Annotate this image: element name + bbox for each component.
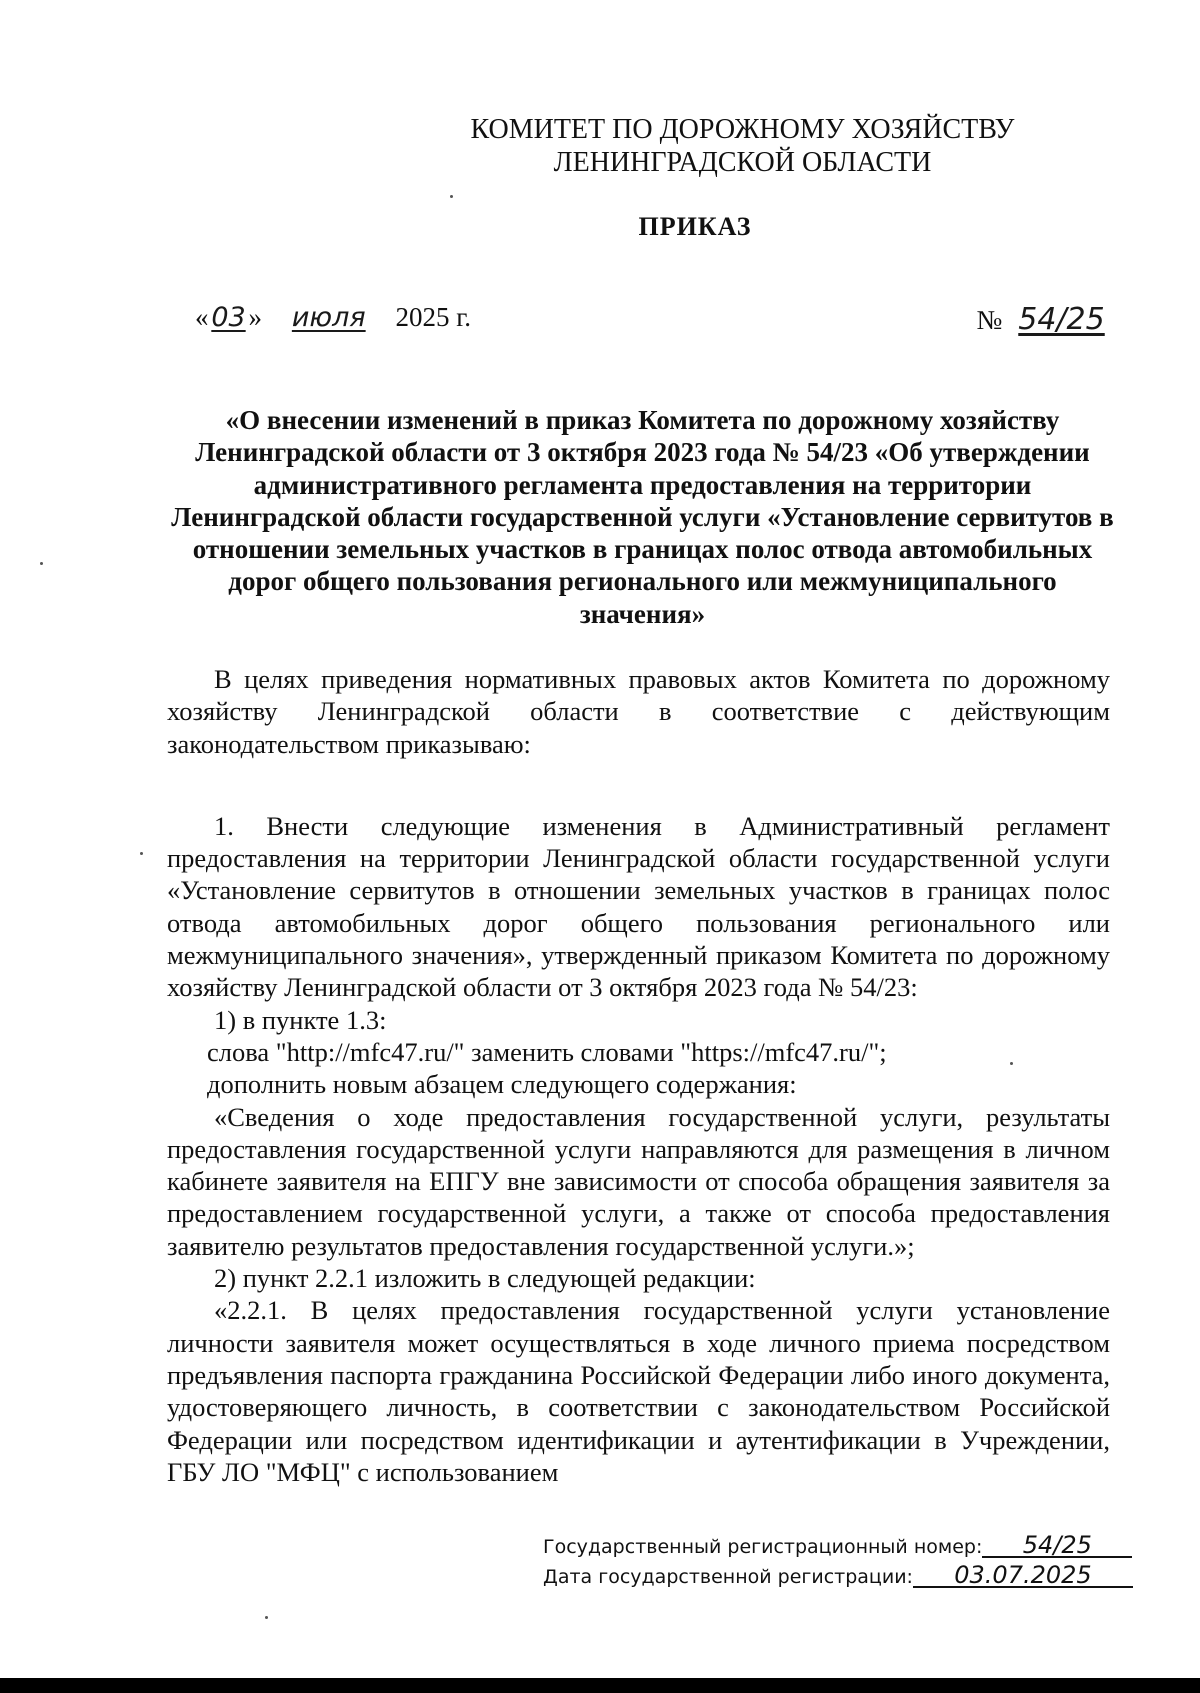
registration-number-value: 54/25 [982,1534,1132,1558]
number-value-handwritten: 54/25 [1018,302,1105,337]
subitem-1-replace-words: слова "http://mfc47.ru/" заменить словами "https://mfc47.ru/"; [207,1036,887,1067]
order-number [976,302,1114,337]
date-year: 2025 г. [395,302,472,332]
committee-name-line1: КОМИТЕТ ПО ДОРОЖНОМУ ХОЗЯЙСТВУ [470,114,1015,145]
committee-name-line2: ЛЕНИНГРАДСКОЙ ОБЛАСТИ [553,147,932,178]
registration-date-label: Дата государственной регистрации: [543,1566,913,1588]
paragraph-gap [167,760,1110,810]
scan-bottom-edge [0,1678,1200,1693]
scan-speck [40,562,43,565]
order-subject: «О внесении изменений в приказ Комитета по дорожному хозяйству Ленинградской области от 3 октября 2023 года № 54/23 «Об утверждении административного регламента предоставления на территории Ленинградской области государственной услуги «Установление сервитутов в отношении земельных участков в границах полос отвода автомобильных дорог общего пользования регионального или межмуниципального значения» [171,405,1114,629]
document-type-title: ПРИКАЗ [638,212,752,241]
registration-number-row [543,1532,1133,1562]
subitem-1-quote: «Сведения о ходе предоставления государственной услуги, результаты предоставления государственной услуги направляются для размещения в личном кабинете заявителя на ЕПГУ вне зависимости от способа обращения заявителя за предоставлением государственной услуги, а также от способа предоставления заявителю результатов предоставления государственной услуги.»; [167,1101,1110,1261]
scan-speck [265,1616,268,1619]
scan-speck [450,195,453,198]
date-close-quote: » [248,302,262,332]
registration-number-label: Государственный регистрационный номер: [543,1536,983,1558]
registration-stamp [543,1532,1133,1592]
subitem-1-paragraph: 1) в пункте 1.3: [214,1004,387,1035]
scan-speck [140,852,143,855]
order-body [167,663,1110,1488]
subitem-2-paragraph: 2) пункт 2.2.1 изложить в следующей редакции: [214,1263,756,1294]
preamble-paragraph: В целях приведения нормативных правовых актов Комитета по дорожному хозяйству Ленинградской области в соответствие с действующим законодательством приказываю: [167,664,1110,759]
registration-date-value: 03.07.2025 [913,1564,1133,1588]
order-date [195,302,471,333]
registration-date-row [543,1562,1133,1592]
scan-speck [1010,1062,1013,1065]
item-1-paragraph: 1. Внести следующие изменения в Административный регламент предоставления на территории Ленинградской области государственной услуги «Установление сервитутов в отношении земельных участков в границах полос отвода автомобильных дорог общего пользования регионального или межмуниципального значения», утвержденный приказом Комитета по дорожному хозяйству Ленинградской области от 3 октября 2023 года № 54/23: [167,810,1110,1003]
date-open-quote: « [195,302,209,332]
date-month-handwritten: июля [291,302,366,333]
subitem-2-quote: «2.2.1. В целях предоставления государственной услуги установление личности заявителя может осуществляться в ходе личного приема посредством предъявления паспорта гражданина Российской Федерации либо иного документа, удостоверяющего личность, в соответствии с законодательством Российской Федерации или посредством идентификации и аутентификации в Учреждении, ГБУ ЛО "МФЦ" с использованием [167,1295,1110,1487]
subitem-1-add-paragraph: дополнить новым абзацем следующего содержания: [207,1069,797,1100]
date-day-handwritten: 03 [211,302,246,333]
number-prefix: № [976,305,1003,335]
